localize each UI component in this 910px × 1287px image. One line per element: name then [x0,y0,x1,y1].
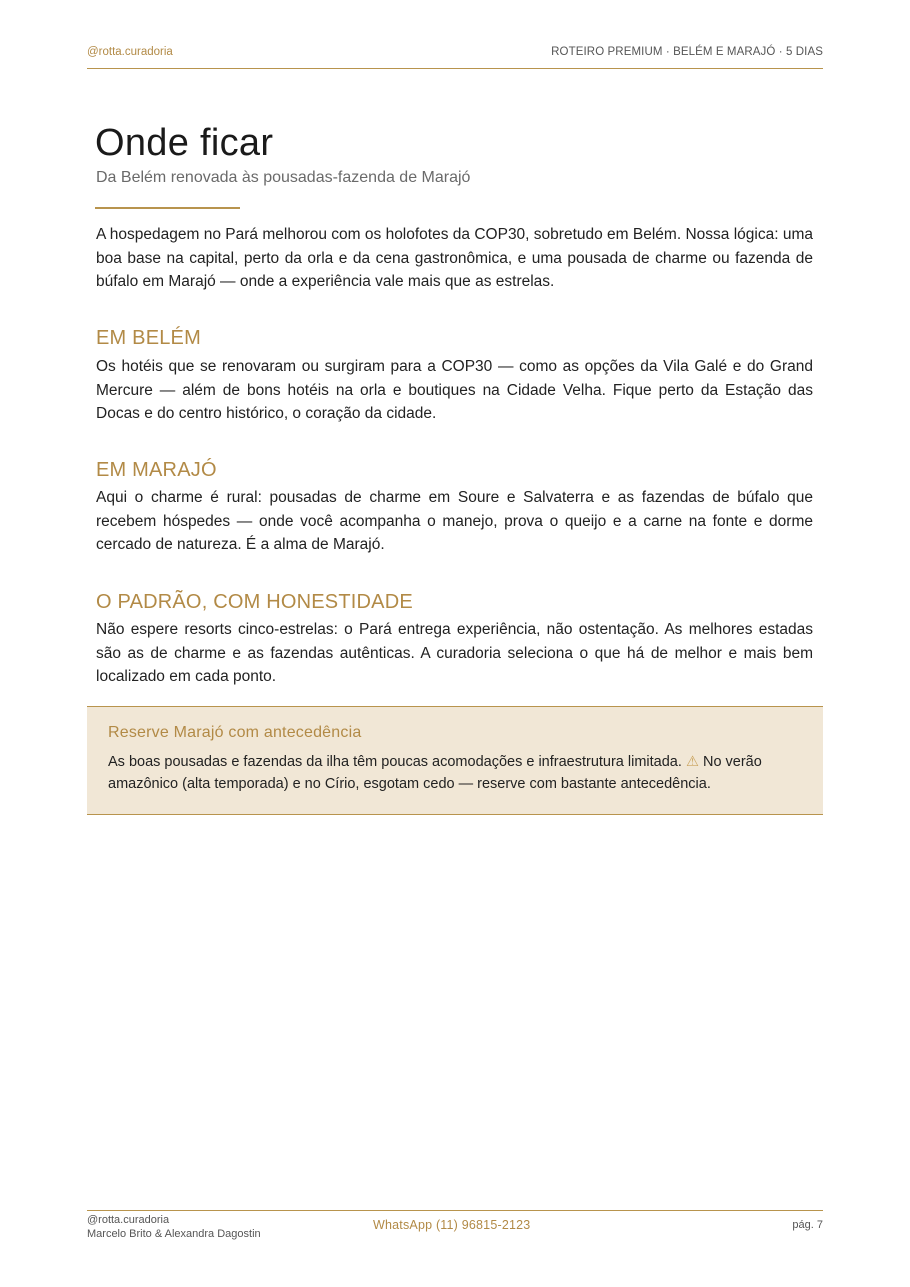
page-subtitle: Da Belém renovada às pousadas-fazenda de Marajó [96,169,471,186]
callout-body-text-2: No verão amazônico (alta temporada) e no Círio, esgotam cedo — reserve com bastante antecedência. [108,754,762,792]
callout-title: Reserve Marajó com antecedência [108,724,362,741]
footer-page-number: pág. 7 [792,1219,823,1231]
page-header [87,46,823,69]
page-footer [87,1210,823,1251]
intro-paragraph: A hospedagem no Pará melhorou com os holofotes da COP30, sobretudo em Belém. Nossa lógica: uma boa base na capital, perto da orla e da cena gastronômica, e uma pousada de charme ou fazenda de búfalo em Marajó — onde a experiência vale mais que as estrelas. [96,226,813,290]
section-heading-padrao: O PADRÃO, COM HONESTIDADE [96,591,413,613]
footer-brand: @rotta.curadoria [87,1214,170,1226]
section-heading-belem: EM BELÉM [96,327,201,349]
section-body-padrao: Não espere resorts cinco-estrelas: o Pará entrega experiência, não ostentação. As melhores estadas são as de charme e as fazendas autênticas. A curadoria seleciona o que há de melhor e mais bem localizado em cada ponto. [96,621,813,685]
callout-body-text-1: As boas pousadas e fazendas da ilha têm poucas acomodações e infraestrutura limitada. [108,754,686,770]
title-divider [95,207,240,209]
warning-icon: ⚠ [685,754,699,770]
footer-authors: Marcelo Brito & Alexandra Dagostin [87,1228,261,1240]
callout-box [87,706,823,815]
section-heading-marajo: EM MARAJÓ [96,459,217,481]
section-body-marajo: Aqui o charme é rural: pousadas de charme em Soure e Salvaterra e as fazendas de búfalo que recebem hóspedes — onde você acompanha o manejo, prova o queijo e a carne na fonte e dorme cercado de natureza. É a alma de Marajó. [96,489,813,553]
section-body-belem: Os hotéis que se renovaram ou surgiram para a COP30 — como as opções da Vila Galé e do Grand Mercure — além de bons hotéis na orla e boutiques na Cidade Velha. Fique perto da Estação das Docas e do centro histórico, o coração da cidade. [96,358,813,422]
header-brand: @rotta.curadoria [87,46,173,58]
callout-body [108,751,808,795]
footer-whatsapp: WhatsApp (11) 96815-2123 [373,1218,531,1232]
page-title: Onde ficar [95,122,274,164]
header-document-title: ROTEIRO PREMIUM · BELÉM E MARAJÓ · 5 DIAS [551,46,823,58]
